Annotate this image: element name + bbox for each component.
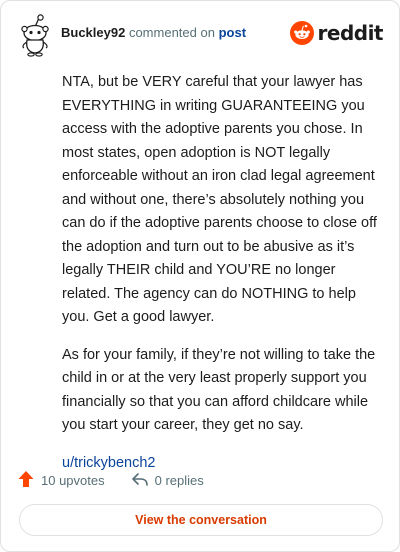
reply-arrow-icon — [131, 471, 155, 490]
comment-paragraph: As for your family, if they’re not willing to take the child in or at the very least properly support you financially so that you can afford childcare while you start your career, they get no say. — [62, 346, 376, 433]
post-link[interactable]: post — [218, 25, 247, 40]
comment-body — [62, 71, 378, 489]
user-mention-link[interactable]: u/trickybench2 — [62, 454, 156, 471]
upvote-arrow-icon — [17, 470, 41, 491]
reddit-wordmark: reddit — [317, 21, 383, 45]
username-link[interactable]: Buckley92 — [61, 25, 126, 40]
comment-header — [17, 13, 383, 57]
reply-count[interactable] — [131, 471, 204, 490]
comment-byline — [61, 25, 246, 41]
snoo-avatar-icon[interactable] — [17, 13, 53, 57]
action-text: commented on — [128, 25, 215, 40]
upvote-count[interactable] — [17, 470, 105, 491]
comment-paragraph: NTA, but be VERY careful that your lawyer has EVERYTHING in writing GUARANTEEING you access with the adoptive parents you chose. In most states, open adoption is NOT legally enforceable without an iron clad legal agreement and without one, there’s absolutely nothing you can do if the adoptive parents choose to close off the adoption and turn out to be abusive as it’s legally THEIR child and YOU’RE no longer related. The agency can do NOTHING to help you. Get a good lawyer. — [62, 74, 377, 325]
replies-label: 0 replies — [154, 472, 204, 488]
reddit-logo-icon — [290, 21, 314, 45]
upvotes-label: 10 upvotes — [41, 472, 105, 488]
reddit-brand[interactable] — [290, 21, 383, 45]
comment-footer — [17, 469, 383, 491]
view-conversation-button[interactable]: View the conversation — [19, 504, 383, 536]
